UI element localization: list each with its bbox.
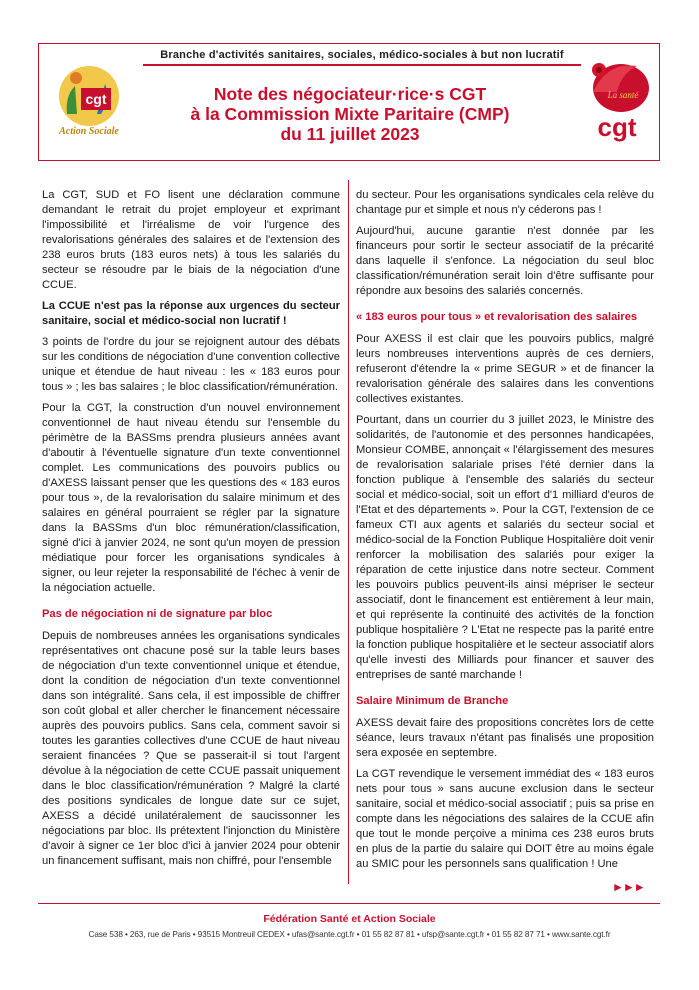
- footer-title: Fédération Santé et Action Sociale: [263, 913, 436, 925]
- logo-right-brand: cgt: [597, 112, 637, 142]
- cgt-action-sociale-logo: [49, 54, 129, 146]
- column-divider: [348, 180, 349, 884]
- right-column: [356, 188, 654, 878]
- header-box: [38, 43, 660, 161]
- paragraph: Pour la CGT, la construction d'un nouvel environnement conventionnel de haut niveau étendu sur l'ensemble du périmètre de la BASSms prendra plusieurs années avant d'aboutir à l'éventuelle signature d'un texte conventionnel complet. Les communications des pouvoirs publics ou d'AXESS laissant penser que les questions des « 183 euros pour tous », de la revalorisation du salaire minimum et des salaires en général pourraient se régler par la signature dans la BASSms d'un bloc rémunération/classification, signé d'ici à janvier 2024, ne sont qu'un moyen de pression médiatique pour forcer les organisations syndicales à signer, ou leur rejeter la responsabilité de l'échec à venir de la négociation actuelle.: [42, 402, 340, 594]
- paragraph: Pour AXESS il est clair que les pouvoirs publics, malgré leurs nombreuses interventions auprès de ces derniers, refuseront d'étendre la « prime SEGUR » et de financer la revalorisation générale des salaires dans les conventions collectives existantes.: [356, 333, 654, 405]
- logo-figure-head: [70, 72, 82, 84]
- branch-title: Branche d'activités sanitaires, sociales, médico-sociales à but non lucratif: [160, 49, 564, 61]
- footer-divider: [38, 903, 660, 904]
- page-title: [169, 84, 531, 144]
- cgt-sante-logo: [577, 52, 655, 148]
- left-column: [42, 188, 340, 875]
- logo-left-brand: cgt: [85, 91, 107, 107]
- title-line-2: à la Commission Mixte Paritaire (CMP): [190, 104, 510, 124]
- section-heading: Salaire Minimum de Branche: [356, 695, 509, 707]
- emphasis-paragraph: La CCUE n'est pas la réponse aux urgences du secteur sanitaire, social et médico-social non lucratif !: [42, 300, 340, 327]
- continue-arrows-icon: ►►►: [612, 880, 645, 894]
- paragraph: 3 points de l'ordre du jour se rejoignent autour des débats sur les conditions de négociation d'une convention collective unique et étendue de haut niveau : les « 183 euros pour tous » ; les bas salaires ; le bloc classification/rémunération.: [42, 336, 340, 393]
- section-heading: Pas de négociation ni de signature par bloc: [42, 608, 273, 620]
- branch-underline: [143, 64, 581, 66]
- logo-right-caption: La santé: [607, 90, 639, 100]
- paragraph: Depuis de nombreuses années les organisations syndicales représentatives ont chacune posé sur la table leurs bases de négociation d'un texte conventionnel unique et étendue, dont la condition de négociation d'un texte conventionnel dans son intégralité. Sans cela, il est impossible de chiffrer son coût global et aller chercher le financement nécessaire auprès des pouvoirs publics. Sans cela, comment savoir si toutes les garanties collectives d'une CCUE de haut niveau seraient financées ? Que se passerait-il si tout l'argent dévolue à la négociation de cette CCUE passait uniquement dans le bloc classification/rémunération ? Malgré la clarté des positions syndicales de longue date sur ce sujet, AXESS a décidé unilatéralement de saucissonner les négociations par bloc. Ils prétextent l'injonction du Ministère d'avoir à signer ce 1er bloc d'ici à janvier 2024 pour obtenir un financement suffisant, mais non chiffré, pour l'ensemble: [42, 630, 340, 867]
- paragraph: Aujourd'hui, aucune garantie n'est donnée par les financeurs pour sortir le secteur associatif de la précarité dans laquelle il s'enfonce. La négociation du seul bloc classification/rémunération serait loin d'être suffisante pour répondre aux besoins des salariés concernés.: [356, 225, 654, 297]
- title-line-1: Note des négociateur·rice·s CGT: [213, 84, 487, 104]
- paragraph: La CGT revendique le versement immédiat des « 183 euros nets pour tous » sans aucune exclusion dans le secteur sanitaire, social et médico-social associatif ; puis sa prise en compte dans les négociations des salaires de la CCUE afin que tout le monde perçoive a minima ces 238 euros bruts en plus de la partie du salaire qui DOIT être au moins égale au SMIC pour les personnels sans qualification ! Une: [356, 768, 654, 870]
- paragraph: AXESS devait faire des propositions concrètes lors de cette séance, leurs travaux n'étant pas finalisés une proposition sera exposée en septembre.: [356, 717, 654, 759]
- section-heading: « 183 euros pour tous » et revalorisation des salaires: [356, 311, 638, 323]
- paragraph: du secteur. Pour les organisations syndicales cela relève du chantage pur et simple et nous n'y céderons pas !: [356, 189, 654, 216]
- footer-address: Case 538 • 263, rue de Paris • 93515 Montreuil CEDEX • ufas@sante.cgt.fr • 01 55 82 87 81 • ufsp@sante.cgt.fr • 01 55 82 87 71 • www.sante.cgt.fr: [88, 930, 611, 939]
- title-line-3: du 11 juillet 2023: [280, 124, 420, 144]
- paragraph: Pourtant, dans un courrier du 3 juillet 2023, le Ministre des solidarités, de l'autonomie et des personnes handicapées, Monsieur COMBE, annonçait « l'élargissement des mesures de revalorisation salariale prises l'été dernier dans la fonction publique à l'ensemble des salariés du secteur social et médico-social, soit un effort d'1 milliard d'euros de l'Etat et des départements ». Pour la CGT, l'extension de ce fameux CTI aux agents et salariés du secteur social et médico-social de la Fonction Publique Hospitalière doit venir renforcer la mobilisation des salariés pour exiger la réparation de cette injustice dans notre secteur. Comment les pouvoirs publics peuvent-ils ainsi mépriser le secteur associatif, dont le financement est entièrement à leur main, et qui représente la continuité des activités de la fonction publique hospitalière ? L'Etat ne respecte pas la parité entre la fonction publique hospitalière et le secteur associatif alors qu'elle investi des Milliards pour financer et sauver des entreprises de santé marchande !: [356, 414, 654, 681]
- logo-left-caption: Action Sociale: [59, 126, 119, 137]
- paragraph: La CGT, SUD et FO lisent une déclaration commune demandant le retrait du projet employeur et exprimant l'impossibilité et l'irréalisme de voir l'urgence des revalorisations générales des salaires et de l'extension des 238 euros bruts (183 euros nets) à tous les salariés du secteur se résoudre par le biais de la négociation d'une CCUE.: [42, 189, 340, 291]
